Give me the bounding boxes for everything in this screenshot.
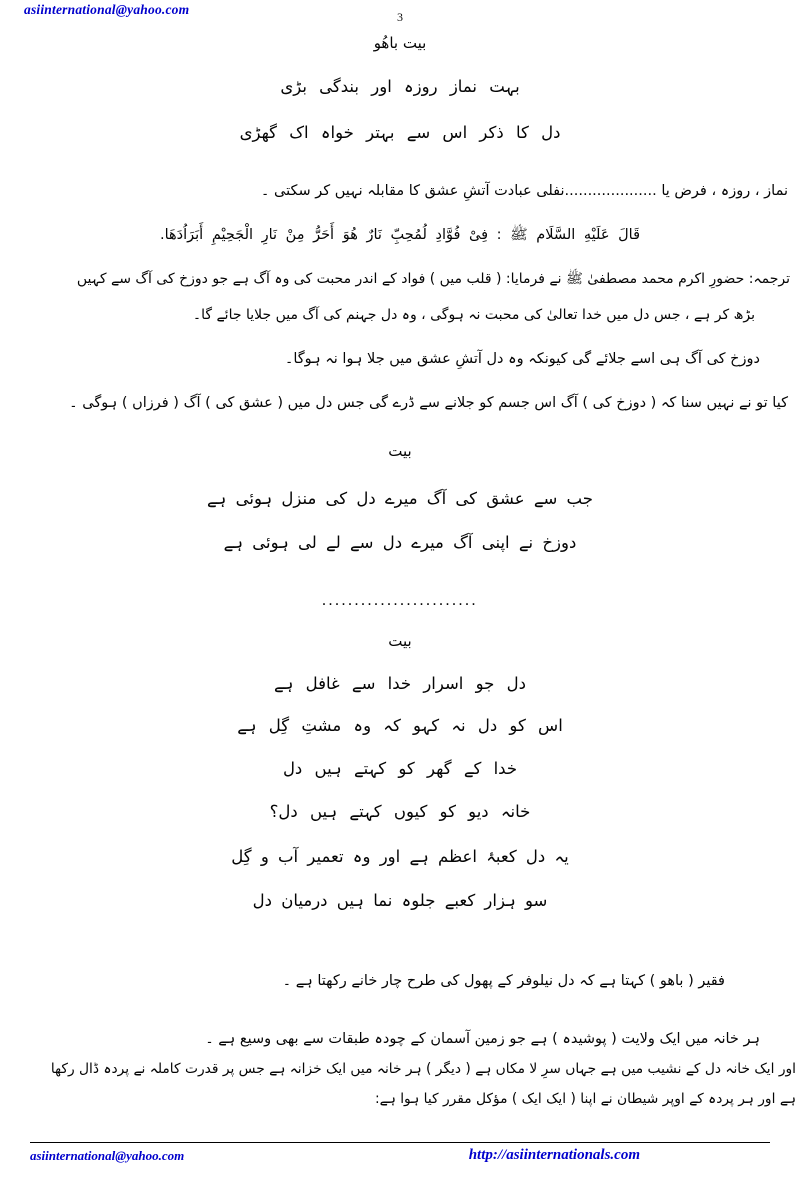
- page-footer: [0, 1142, 800, 1172]
- section-three-verse-6: سو ہزار کعبے جلوہ نما ہیں درمیان دل: [252, 891, 548, 910]
- footer-divider: [30, 1142, 770, 1143]
- commentary-line-1: دوزخ کی آگ ہی اسے جلائے گی کیونکہ وہ دل آتشِ عشق میں جلا ہوا نہ ہوگا۔: [284, 351, 760, 367]
- section-one-note: نماز ، روزہ ، فرض یا ....................نفلی عبادت آتشِ عشق کا مقابلہ نہیں کر سکتی ۔: [260, 183, 788, 199]
- closing-prose-line-3: اور ایک خانہ دل کے نشیب میں ہے جہاں سرِ لا مکاں ہے ( دیگر ) ہر خانہ میں ایک خزانہ ہے جس پر قدرت کاملہ نے پردہ ڈال رکھا: [50, 1061, 796, 1077]
- hadith-translation-line-1: ترجمہ: حضورِ اکرم محمد مصطفیٰ ﷺ نے فرمایا: ( قلب میں ) فواد کے اندر محبت کی وہ آگ ہے جو دوزخ کی آگ سے کہیں: [76, 271, 790, 287]
- section-three-verse-4: خانہ دیو کو کیوں کہتے ہیں دل؟: [269, 802, 531, 821]
- footer-url[interactable]: http://asiinternationals.com: [468, 1147, 640, 1163]
- section-three-verse-3: خدا کے گھر کو کہتے ہیں دل: [282, 759, 518, 778]
- page-number: 3: [397, 10, 403, 24]
- commentary-line-2: کیا تو نے نہیں سنا کہ ( دوزخ کی ) آگ اس جسم کو جلانے سے ڈرے گی جس دل میں ( عشق کی ) آگ ( فرزاں ) ہوگی ۔: [69, 395, 788, 411]
- hadith-translation-line-2: بڑھ کر ہے ، جس دل میں خدا تعالیٰ کی محبت نہ ہوگی ، وہ دل جہنم کی آگ میں جلایا جائے گا۔: [192, 307, 755, 323]
- footer-email[interactable]: asiinternational@yahoo.com: [30, 1147, 185, 1163]
- dots-separator: ........................: [322, 592, 478, 609]
- section-three-verse-2: اس کو دل نہ کہو کہ وہ مشتِ گِل ہے: [237, 716, 563, 735]
- hadith-arabic: قَالَ عَلَيْهِ السَّلَام ﷺ : فِیْ فُوَّادِ لُمُحِبِّ نَارٌ هُوَ أَحَرُّ مِنْ نَارِ الْجَحِيْمِ أَبَرَاُدَهَا.: [159, 227, 640, 243]
- section-three-verse-1: دل جو اسرار خدا سے غافل ہے: [274, 674, 526, 693]
- section-one-title: بیت باھُو: [373, 34, 427, 52]
- section-one-verse-1: بہت نماز روزہ اور بندگی بڑی: [280, 77, 520, 96]
- section-two-title: بیت: [388, 442, 412, 460]
- section-three-verse-5: یہ دل کعبۂ اعظم ہے اور وہ تعمیر آب و گِل: [231, 847, 569, 866]
- section-two-verse-1: جب سے عشق کی آگ میرے دل کی منزل ہوئی ہے: [207, 489, 593, 508]
- closing-prose-line-2: ہر خانہ میں ایک ولایت ( پوشیدہ ) ہے جو زمین آسمان کے چودہ طبقات سے بھی وسیع ہے ۔: [205, 1031, 760, 1047]
- closing-prose-line-4: ہے اور ہر پردہ کے اوپر شیطان نے اپنا ( ایک ایک ) مؤکل مقرر کیا ہوا ہے:: [375, 1091, 796, 1107]
- section-three-title: بیت: [388, 632, 412, 650]
- closing-prose-line-1: فقیر ( باھو ) کہتا ہے کہ دل نیلوفر کے پھول کی طرح چار خانے رکھتا ہے ۔: [282, 973, 725, 989]
- header-email: asiinternational@yahoo.com: [24, 2, 190, 17]
- section-two-verse-2: دوزخ نے اپنی آگ میرے دل سے لے لی ہوئی ہے: [223, 533, 577, 552]
- section-one-verse-2: دل کا ذکر اس سے بہتر خواہ اک گھڑی: [239, 123, 561, 142]
